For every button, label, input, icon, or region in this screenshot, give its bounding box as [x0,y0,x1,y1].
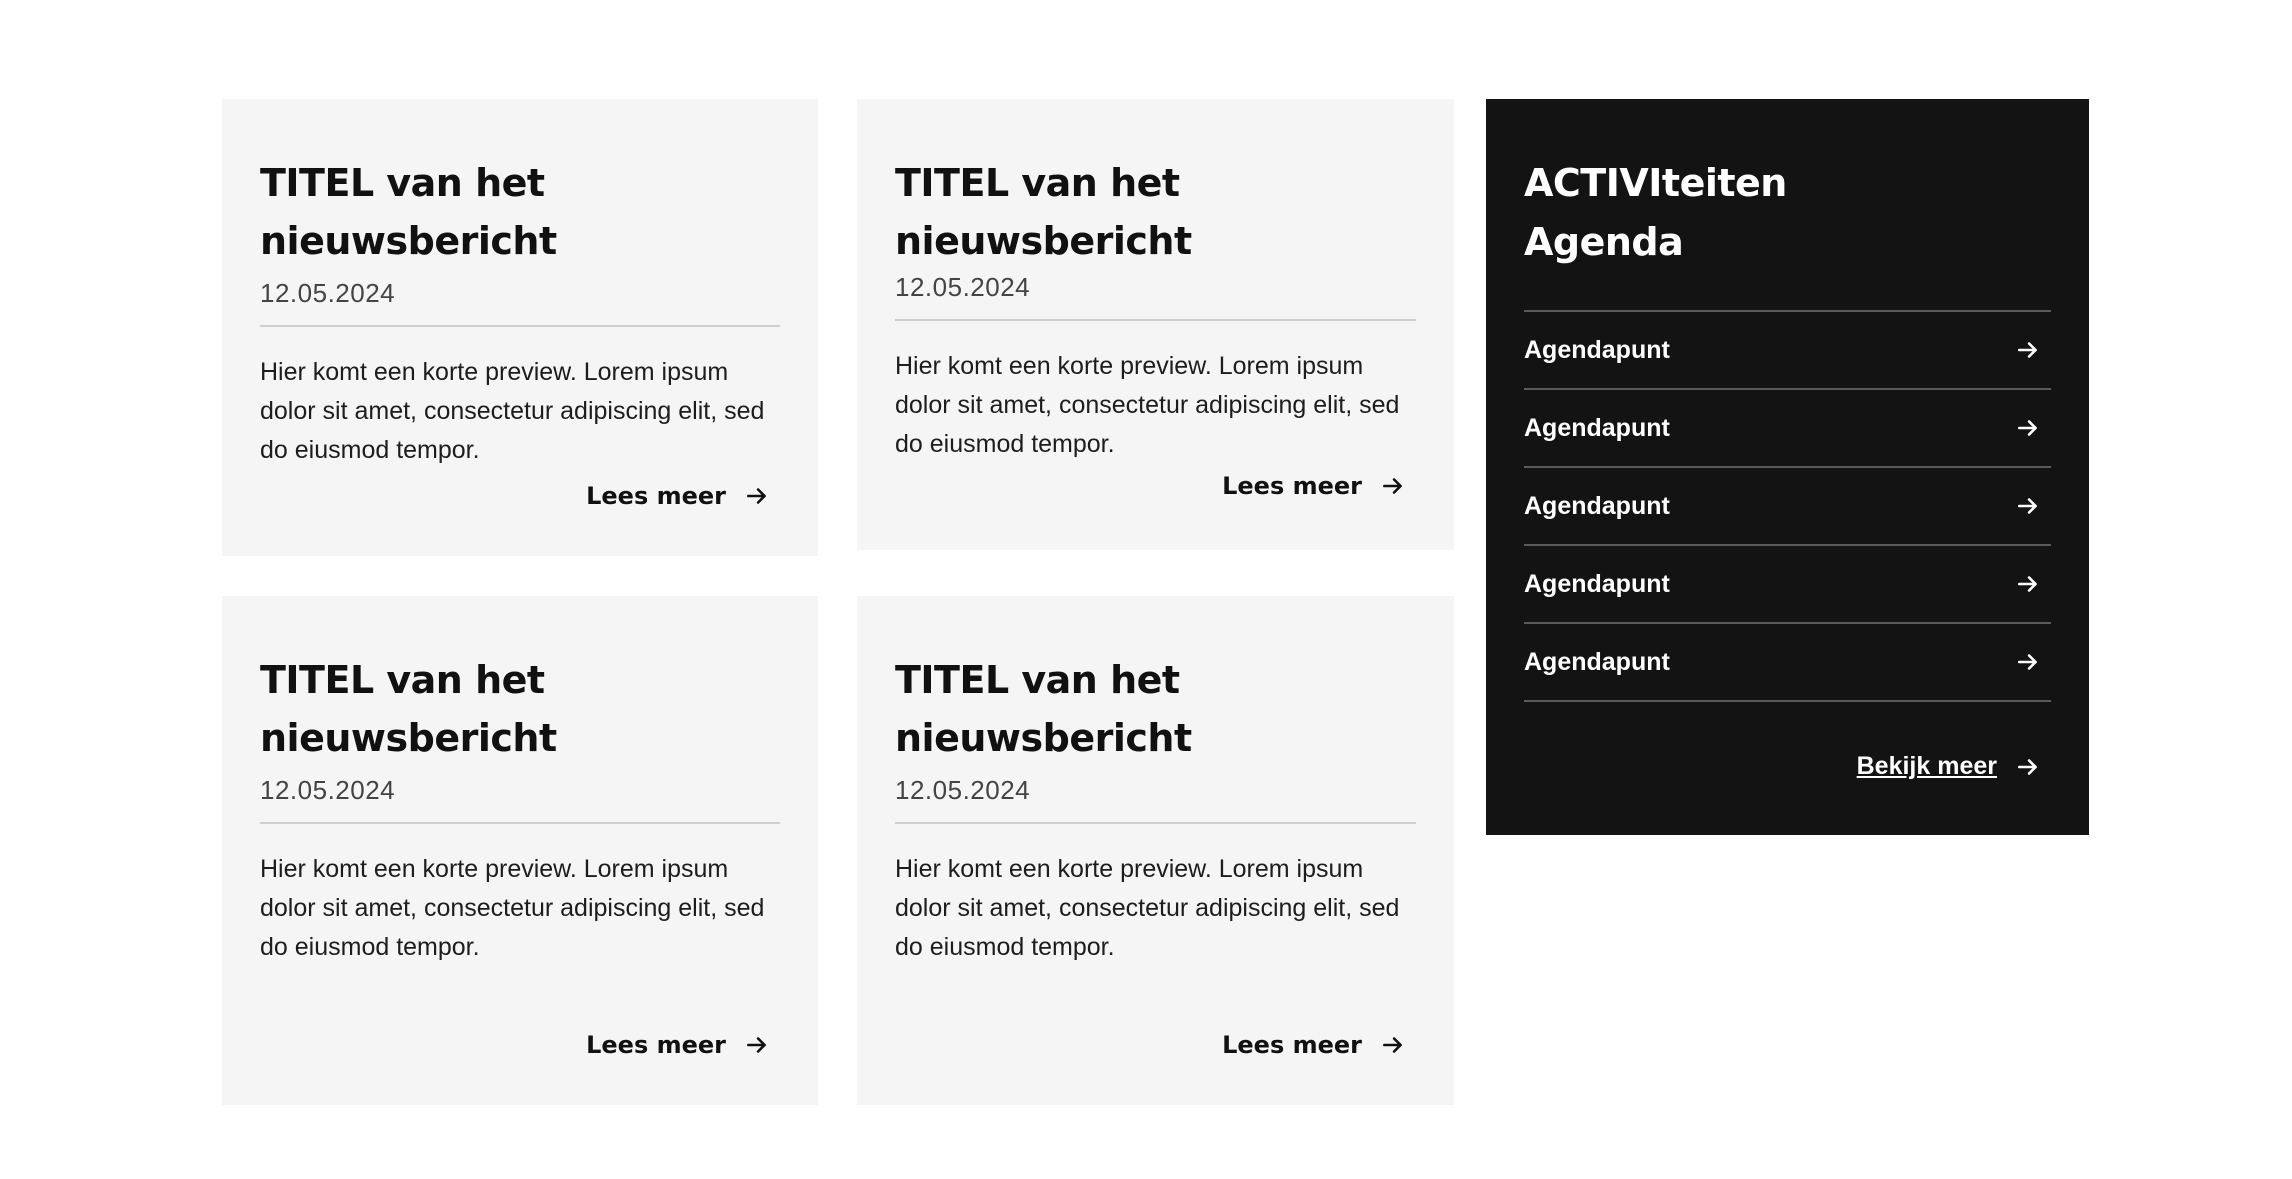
news-title[interactable]: TITEL van het nieuwsbericht [895,161,1192,263]
arrow-right-icon [2015,754,2041,780]
agenda-item[interactable] [1524,312,2051,390]
agenda-title [1524,154,2051,272]
read-more-link[interactable] [1222,1031,1406,1059]
news-preview: Hier komt een korte preview. Lorem ipsum dolor sit amet, consectetur adipiscing elit, sed do eiusmod tempor. [260,358,765,464]
read-more-label: Lees meer [1222,1031,1362,1059]
agenda-item-label: Agendapunt [1524,335,1670,364]
agenda-panel [1486,99,2089,835]
agenda-item[interactable] [1524,546,2051,624]
read-more-link[interactable] [1222,472,1406,500]
news-card [857,99,1454,550]
news-title[interactable]: TITEL van het nieuwsbericht [260,658,557,760]
agenda-item-label: Agendapunt [1524,413,1670,442]
divider [895,319,1416,321]
news-title[interactable]: TITEL van het nieuwsbericht [895,658,1192,760]
agenda-item[interactable] [1524,390,2051,468]
agenda-item[interactable] [1524,624,2051,702]
arrow-right-icon [2015,493,2041,519]
news-date: 12.05.2024 [260,278,396,308]
divider [260,325,780,327]
news-card [222,99,818,556]
news-preview: Hier komt een korte preview. Lorem ipsum dolor sit amet, consectetur adipiscing elit, sed do eiusmod tempor. [260,855,765,961]
read-more-label: Lees meer [586,482,726,510]
arrow-right-icon [2015,415,2041,441]
view-more-label: Bekijk meer [1856,752,1997,780]
divider [895,822,1416,824]
news-preview: Hier komt een korte preview. Lorem ipsum dolor sit amet, consectetur adipiscing elit, sed do eiusmod tempor. [895,352,1400,458]
arrow-right-icon [744,1032,770,1058]
agenda-item[interactable] [1524,468,2051,546]
news-card [857,596,1454,1105]
agenda-item-label: Agendapunt [1524,647,1670,676]
news-card [222,596,818,1105]
agenda-title-line-1: ACTIVIteiten [1524,161,1787,205]
news-title[interactable]: TITEL van het nieuwsbericht [260,161,557,263]
arrow-right-icon [1380,1032,1406,1058]
arrow-right-icon [1380,473,1406,499]
view-more-link[interactable] [1857,752,2041,781]
arrow-right-icon [2015,337,2041,363]
news-date: 12.05.2024 [260,775,396,805]
news-date: 12.05.2024 [895,775,1031,805]
agenda-list [1524,310,2051,702]
divider [260,822,780,824]
agenda-title-line-2: Agenda [1524,220,1684,264]
agenda-item-label: Agendapunt [1524,569,1670,598]
arrow-right-icon [744,483,770,509]
arrow-right-icon [2015,571,2041,597]
read-more-link[interactable] [586,482,770,510]
news-date: 12.05.2024 [895,272,1031,302]
agenda-item-label: Agendapunt [1524,491,1670,520]
read-more-link[interactable] [586,1031,770,1059]
arrow-right-icon [2015,649,2041,675]
read-more-label: Lees meer [1222,472,1362,500]
read-more-label: Lees meer [586,1031,726,1059]
news-preview: Hier komt een korte preview. Lorem ipsum dolor sit amet, consectetur adipiscing elit, sed do eiusmod tempor. [895,855,1400,961]
